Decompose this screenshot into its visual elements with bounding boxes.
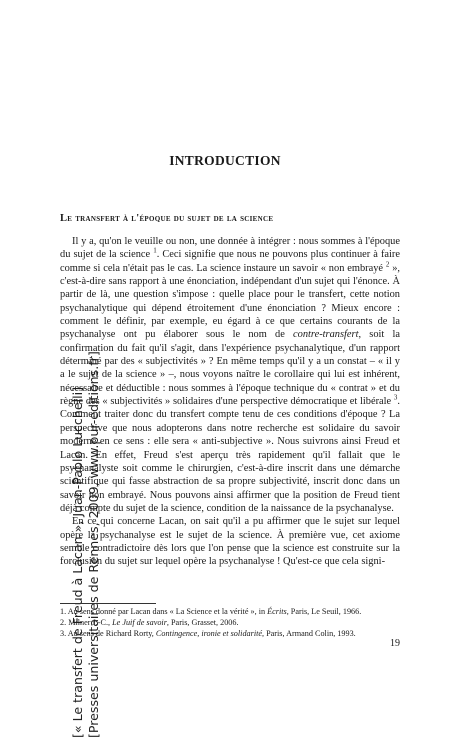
footnote-text: 1. Au sens donné par Lacan dans « La Science et la vérité », in — [60, 607, 268, 616]
paragraph-2: En ce qui concerne Lacan, on sait qu'il a pu affirmer que le sujet sur lequel opère la psychanalyse est le sujet de la science. À première vue, cet axiome semble contradictoire dès lors que l'on pense que la science est construite sur la forclusion du sujet sur lequel opère la psychanalyse ! Qu'est-ce que cela signi- — [60, 516, 400, 568]
emphasis-contre-transfert: contre-transfert — [293, 329, 359, 341]
chapter-title: INTRODUCTION — [169, 153, 281, 168]
section-heading: Le transfert à l'époque du sujet de la science — [60, 213, 274, 224]
footnote-3 — [60, 628, 400, 639]
paragraph-text: , soit la confirmation du fait qu'il s'agit, dans l'expérience psychanalytique, d'un rapport déterminé par des « subjectivités » ? En même temps qu'il y a un constat – « il y a le sujet de la science » –, nous voyons naître le corollaire qui lui est inhérent, nécessaire et déductible : nous sommes à l'époque technique du « contrat » et du règne des « subjectivités » solidaires d'une perspective démocratique et libérale — [60, 329, 400, 408]
footnote-ref-1[interactable]: 1 — [153, 246, 157, 255]
footnote-divider — [60, 603, 156, 604]
paragraph-text: . Ceci signifie que nous ne pouvons plus continuer à faire comme si cela n'était pas le cas. La science instaure un savoir « non embrayé — [60, 249, 401, 274]
body-text — [60, 235, 400, 569]
footnote-text: , Paris, Armand Colin, 1993. — [262, 629, 356, 639]
paragraph-text: Il y a, qu'on le veuille ou non, une donnée à intégrer : nous sommes à l'époque du sujet de la science — [60, 236, 400, 261]
footnotes — [60, 606, 400, 640]
footnote-title: Le Juif de savoir — [112, 618, 167, 628]
footnote-ref-2[interactable]: 2 — [385, 260, 390, 269]
footnote-text: 2. Milner J.-C., — [60, 618, 113, 628]
footnote-1 — [60, 606, 400, 617]
footnote-2 — [60, 617, 400, 628]
paragraph-text: . Comment traiter donc du transfert compte tenu de ces conditions d'époque ? La perspective que nous adopterons dans notre recherche est solidaire du savoir moderne en ce sens : elle sera « anti-subjective ». Nous suivrons ainsi Freud et Lacan. En effet, Freud s'est aperçu très rapidement qu'il fallait que le psychanalyste soit comme le chirurgien, c'est-à-dire inscrit dans une démarche scientifique qui fasse abstraction de sa propre subjectivité, inscrit donc dans un savoir non embrayé. Nous pouvons ainsi affirmer que la position de Freud tient déjà compte du sujet de la science, condition de la naissance de la psychanalyse. — [60, 396, 400, 514]
paragraph-1 — [60, 235, 400, 515]
footnote-text: , Paris, Le Seuil, 1966. — [286, 607, 362, 616]
side-citation-line2: [Presses universitaires de Rennes, 2009, www.pur-editions.fr] — [86, 351, 101, 738]
footnote-text: 3. Au sens de Richard Rorty, — [60, 629, 156, 639]
footnote-title: Écrits — [267, 607, 287, 616]
paragraph-text: », c'est-à-dire sans rapport à une énonciation, indépendant d'un sujet qui l'énonce. À partir de là, une question s'impose : quelle place pour le transfert, cette notion psychanalytique qui dépend étroitement d'une énonciation ? Mieux encore : comment le définir, par exemple, eu égard à ce que certains courants de la psychanalyse ont pu élaborer sous le nom de — [60, 262, 401, 341]
page-number: 19 — [390, 638, 400, 649]
footnote-ref-3[interactable]: 3 — [393, 393, 398, 402]
footnote-title: Contingence, ironie et solidarité — [155, 629, 263, 639]
side-citation-line1: [« Le transfert de Freud à Lacan », Juan-Pablo Lucchelli] — [70, 387, 85, 738]
footnote-text: , Paris, Grasset, 2006. — [166, 618, 239, 628]
